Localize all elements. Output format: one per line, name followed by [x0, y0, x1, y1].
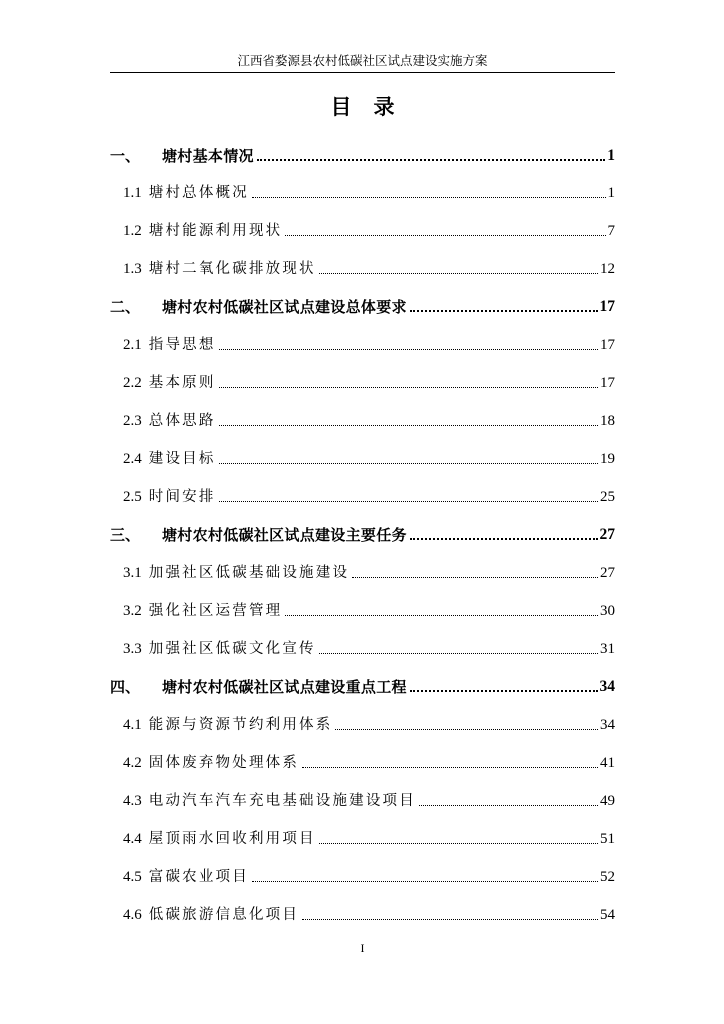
- toc-dot-leader: [302, 919, 598, 920]
- toc-entry-page: 7: [607, 223, 615, 239]
- toc-entry-number: 三、: [110, 526, 141, 544]
- toc-dot-leader: [219, 349, 598, 350]
- toc-entry-number: 4.1: [123, 717, 142, 733]
- toc-entry-label: 塘村二氧化碳排放现状: [148, 261, 316, 277]
- toc-entry-number: 二、: [110, 298, 141, 316]
- toc-dot-leader: [219, 387, 598, 388]
- toc-entry-page: 34: [600, 717, 615, 733]
- toc-entry-number: 一、: [110, 147, 141, 165]
- toc-dot-leader: [302, 767, 598, 768]
- toc-entry-page: 31: [600, 641, 615, 657]
- toc-entry-label: 指导思想: [148, 337, 216, 353]
- toc-entry-label: 塘村基本情况: [162, 147, 254, 165]
- toc-entry-4-1[interactable]: [110, 713, 615, 735]
- toc-dot-leader: [410, 310, 598, 312]
- toc-entry-label: 塘村农村低碳社区试点建设主要任务: [162, 526, 407, 544]
- toc-entry-2-2[interactable]: [110, 371, 615, 393]
- toc-entry-page: 54: [600, 907, 615, 923]
- toc-entry-2-5[interactable]: [110, 485, 615, 507]
- toc-dot-leader: [419, 805, 598, 806]
- toc-entry-number: 2.4: [123, 451, 142, 467]
- toc-entry-page: 25: [600, 489, 615, 505]
- toc-entry-page: 17: [599, 298, 615, 315]
- toc-entry-3[interactable]: [110, 523, 615, 545]
- toc-entry-4-3[interactable]: [110, 789, 615, 811]
- toc-entry-label: 电动汽车汽车充电基础设施建设项目: [148, 793, 416, 809]
- toc-entry-2-4[interactable]: [110, 447, 615, 469]
- toc-entry-number: 4.3: [123, 793, 142, 809]
- toc-entry-label: 加强社区低碳基础设施建设: [148, 565, 350, 581]
- toc-dot-leader: [410, 690, 598, 692]
- toc-entry-number: 3.1: [123, 565, 142, 581]
- toc-entry-number: 4.5: [123, 869, 142, 885]
- toc-entry-page: 18: [600, 413, 615, 429]
- toc-entry-page: 27: [600, 565, 615, 581]
- toc-entry-number: 1.3: [123, 261, 142, 277]
- toc-dot-leader: [219, 425, 598, 426]
- toc-entry-label: 强化社区运营管理: [148, 603, 283, 619]
- toc-dot-leader: [285, 235, 605, 236]
- toc-entry-label: 塘村农村低碳社区试点建设重点工程: [162, 678, 407, 696]
- toc-dot-leader: [319, 843, 598, 844]
- toc-entry-page: 30: [600, 603, 615, 619]
- toc-entry-label: 塘村农村低碳社区试点建设总体要求: [162, 298, 407, 316]
- toc-entry-number: 1.1: [123, 185, 142, 201]
- toc-entry-page: 12: [600, 261, 615, 277]
- toc-entry-number: 2.3: [123, 413, 142, 429]
- toc-entry-label: 塘村总体概况: [148, 185, 249, 201]
- toc-entry-3-1[interactable]: [110, 561, 615, 583]
- toc-entry-page: 41: [600, 755, 615, 771]
- toc-entry-page: 52: [600, 869, 615, 885]
- running-header-title: 江西省婺源县农村低碳社区试点建设实施方案: [237, 53, 488, 68]
- toc-dot-leader: [219, 463, 598, 464]
- toc-entry-page: 1: [607, 147, 615, 164]
- toc-entry-4-2[interactable]: [110, 751, 615, 773]
- toc-entry-page: 27: [599, 526, 615, 543]
- toc-entry-4[interactable]: [110, 675, 615, 697]
- toc-entry-label: 低碳旅游信息化项目: [148, 907, 300, 923]
- toc-dot-leader: [257, 159, 605, 161]
- toc-dot-leader: [252, 881, 598, 882]
- page-number-footer: I: [360, 941, 365, 955]
- toc-entry-1-3[interactable]: [110, 257, 615, 279]
- toc-entry-page: 17: [600, 375, 615, 391]
- toc-entry-number: 1.2: [123, 223, 142, 239]
- toc-entry-4-6[interactable]: [110, 903, 615, 925]
- toc-entry-page: 34: [599, 678, 615, 695]
- toc-entry-number: 4.4: [123, 831, 142, 847]
- header-rule: [110, 72, 615, 73]
- toc-entry-label: 固体废弃物处理体系: [148, 755, 300, 771]
- toc-entry-1-1[interactable]: [110, 181, 615, 203]
- toc-entry-3-3[interactable]: [110, 637, 615, 659]
- toc-entry-page: 49: [600, 793, 615, 809]
- toc-dot-leader: [319, 653, 598, 654]
- toc-entry-label: 富碳农业项目: [148, 869, 249, 885]
- toc-entry-page: 51: [600, 831, 615, 847]
- toc-entry-number: 2.1: [123, 337, 142, 353]
- toc-dot-leader: [285, 615, 598, 616]
- toc-entry-number: 4.6: [123, 907, 142, 923]
- toc-entry-3-2[interactable]: [110, 599, 615, 621]
- toc-entry-number: 2.2: [123, 375, 142, 391]
- toc-dot-leader: [335, 729, 598, 730]
- toc-entry-2-1[interactable]: [110, 333, 615, 355]
- toc-entry-label: 时间安排: [148, 489, 216, 505]
- toc-entry-4-5[interactable]: [110, 865, 615, 887]
- toc-entry-label: 总体思路: [148, 413, 216, 429]
- toc-entry-page: 17: [600, 337, 615, 353]
- toc-entry-1[interactable]: [110, 144, 615, 166]
- toc-entry-1-2[interactable]: [110, 219, 615, 241]
- toc-entry-number: 3.2: [123, 603, 142, 619]
- toc-entry-2-3[interactable]: [110, 409, 615, 431]
- toc-entry-number: 四、: [110, 678, 141, 696]
- toc-dot-leader: [352, 577, 598, 578]
- toc-dot-leader: [319, 273, 598, 274]
- toc-entry-label: 屋顶雨水回收利用项目: [148, 831, 316, 847]
- toc-entry-number: 4.2: [123, 755, 142, 771]
- toc-dot-leader: [410, 538, 598, 540]
- toc-entry-label: 建设目标: [148, 451, 216, 467]
- toc-title: 目录: [330, 95, 417, 119]
- toc-dot-leader: [219, 501, 598, 502]
- toc-dot-leader: [252, 197, 606, 198]
- toc-entry-page: 1: [607, 185, 615, 201]
- toc-entry-label: 能源与资源节约利用体系: [148, 717, 333, 733]
- toc-entry-label: 基本原则: [148, 375, 216, 391]
- toc-entry-number: 3.3: [123, 641, 142, 657]
- toc-entry-label: 加强社区低碳文化宣传: [148, 641, 316, 657]
- toc-entry-4-4[interactable]: [110, 827, 615, 849]
- toc-entry-page: 19: [600, 451, 615, 467]
- toc-entry-label: 塘村能源利用现状: [148, 223, 283, 239]
- toc-entry-number: 2.5: [123, 489, 142, 505]
- toc-entry-2[interactable]: [110, 295, 615, 317]
